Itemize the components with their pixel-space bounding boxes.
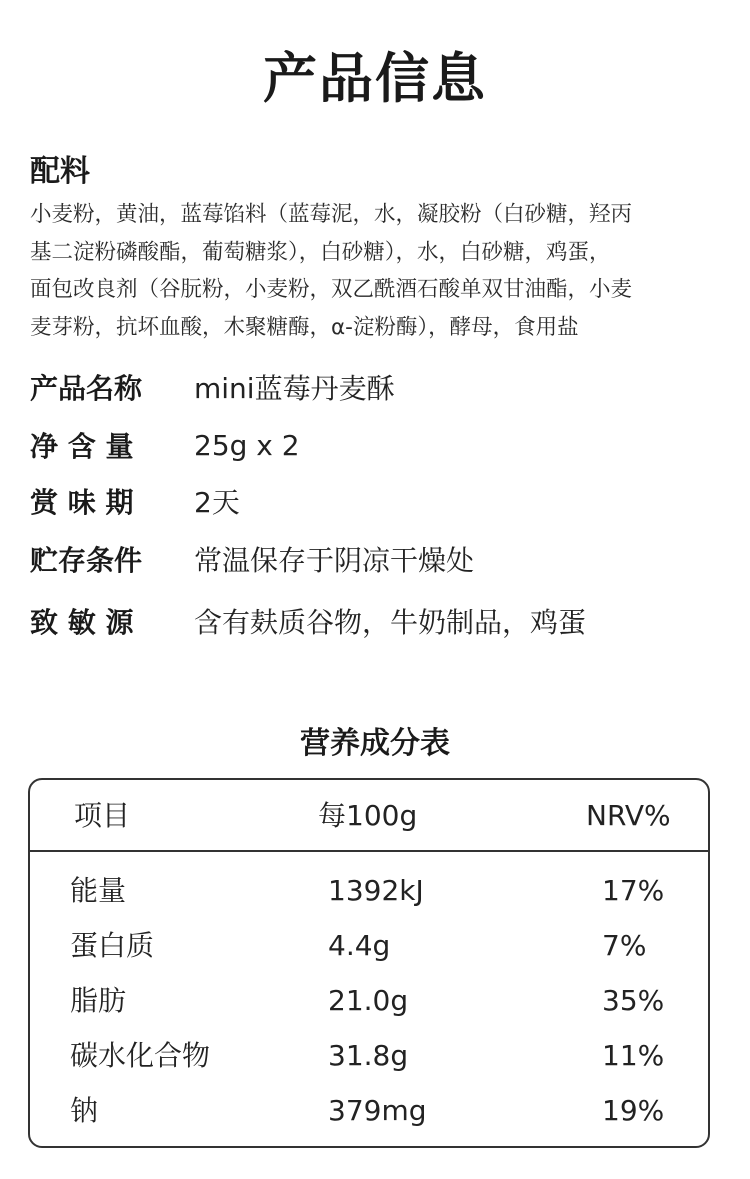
info-row-best-before <box>30 476 240 526</box>
nutrient-nrv: 17% <box>602 874 665 907</box>
nutrition-header-row <box>30 780 708 852</box>
ingredients-text <box>30 196 720 346</box>
page-title: 产品信息 <box>263 47 487 110</box>
header-nrv: NRV% <box>586 799 671 832</box>
info-label: 净 含 量 <box>30 430 134 463</box>
nutrient-name: 能量 <box>70 874 127 907</box>
info-label: 产品名称 <box>30 372 143 405</box>
table-row <box>30 1084 708 1139</box>
nutrition-table <box>28 778 710 1148</box>
nutrition-title: 营养成分表 <box>300 726 450 761</box>
ingredients-line: 小麦粉，黄油，蓝莓馅料（蓝莓泥，水，凝胶粉（白砂糖，羟丙 <box>30 202 633 227</box>
nutrient-nrv: 19% <box>602 1094 665 1127</box>
nutrient-name: 钠 <box>70 1094 99 1127</box>
table-row <box>30 864 708 919</box>
info-value: 2天 <box>194 486 240 519</box>
info-value: mini蓝莓丹麦酥 <box>194 372 395 405</box>
header-item: 项目 <box>74 799 131 832</box>
info-value: 常温保存于阴凉干燥处 <box>194 544 475 577</box>
header-per-100g: 每100g <box>318 799 418 832</box>
info-label: 致 敏 源 <box>30 606 134 639</box>
info-row-allergens <box>30 596 586 646</box>
table-row <box>30 919 708 974</box>
nutrient-amount: 1392kJ <box>328 874 424 907</box>
info-value: 含有麸质谷物，牛奶制品，鸡蛋 <box>194 606 587 639</box>
info-row-net-content <box>30 420 300 470</box>
nutrient-nrv: 7% <box>602 929 647 962</box>
nutrient-amount: 379mg <box>328 1094 427 1127</box>
ingredients-line: 基二淀粉磷酸酯，葡萄糖浆），白砂糖），水，白砂糖，鸡蛋， <box>30 239 611 265</box>
table-row <box>30 974 708 1029</box>
info-label: 赏 味 期 <box>30 486 134 519</box>
nutrient-amount: 31.8g <box>328 1039 409 1072</box>
nutrient-nrv: 35% <box>602 984 665 1017</box>
nutrient-name: 碳水化合物 <box>70 1039 211 1072</box>
info-row-storage <box>30 534 474 584</box>
nutrient-name: 蛋白质 <box>70 929 155 962</box>
ingredients-heading: 配料 <box>30 154 90 189</box>
info-row-product-name <box>30 362 395 412</box>
ingredients-line: 麦芽粉，抗坏血酸，木聚糖酶，α-淀粉酶），酵母，食用盐 <box>30 314 579 340</box>
nutrient-name: 脂肪 <box>70 984 127 1017</box>
info-value: 25g x 2 <box>194 428 300 462</box>
ingredients-line: 面包改良剂（谷朊粉，小麦粉，双乙酰酒石酸单双甘油酯，小麦 <box>30 277 633 302</box>
nutrient-nrv: 11% <box>602 1039 665 1072</box>
info-label: 贮存条件 <box>30 544 143 577</box>
nutrient-amount: 4.4g <box>328 929 391 962</box>
table-row <box>30 1029 708 1084</box>
nutrient-amount: 21.0g <box>328 984 409 1017</box>
